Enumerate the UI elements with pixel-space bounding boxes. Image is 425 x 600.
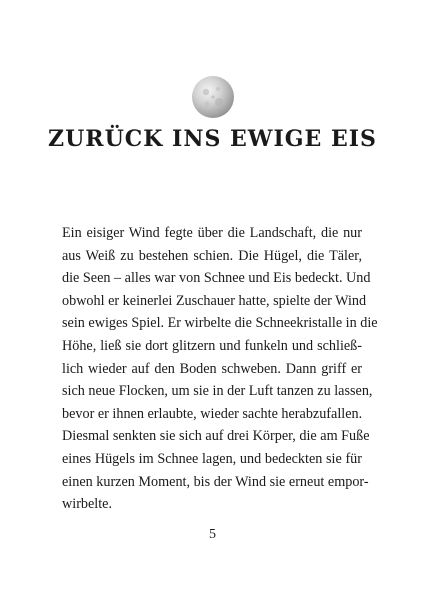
text-line: die Seen – alles war von Schnee und Eis bedeckt. Und (62, 270, 371, 287)
text-line: aus Weiß zu bestehen schien. Die Hügel, die Täler, (62, 247, 362, 264)
text-line: bevor er ihnen erlaubte, wieder sachte herabzufallen. (62, 405, 363, 422)
text-line: lich wieder auf den Boden schweben. Dann griff er (62, 360, 362, 377)
text-line: sein ewiges Spiel. Er wirbelte die Schneekristalle in die (62, 315, 378, 332)
chapter-body-text (62, 222, 378, 516)
text-line-last: wirbelte. (62, 496, 113, 513)
text-line: Ein eisiger Wind fegte über die Landschaft, die nur (62, 225, 362, 241)
text-line: Diesmal senkten sie sich auf drei Körper, die am Fuße (62, 428, 370, 445)
text-line: Höhe, ließ sie dort glitzern und funkeln und schließ- (62, 337, 362, 354)
text-line: obwohl er keinerlei Zuschauer hatte, spielte der Wind (62, 292, 367, 309)
page-number: 5 (209, 527, 216, 542)
silver-moon-orb-icon (191, 75, 235, 119)
text-line: einen kurzen Moment, bis der Wind sie erneut empor- (62, 473, 369, 490)
text-line: sich neue Flocken, um sie in der Luft tanzen zu lassen, (62, 383, 373, 400)
chapter-title: ZURÜCK INS EWIGE EIS (48, 126, 377, 152)
text-line: eines Hügels im Schnee lagen, und bedeckten sie für (62, 450, 362, 467)
